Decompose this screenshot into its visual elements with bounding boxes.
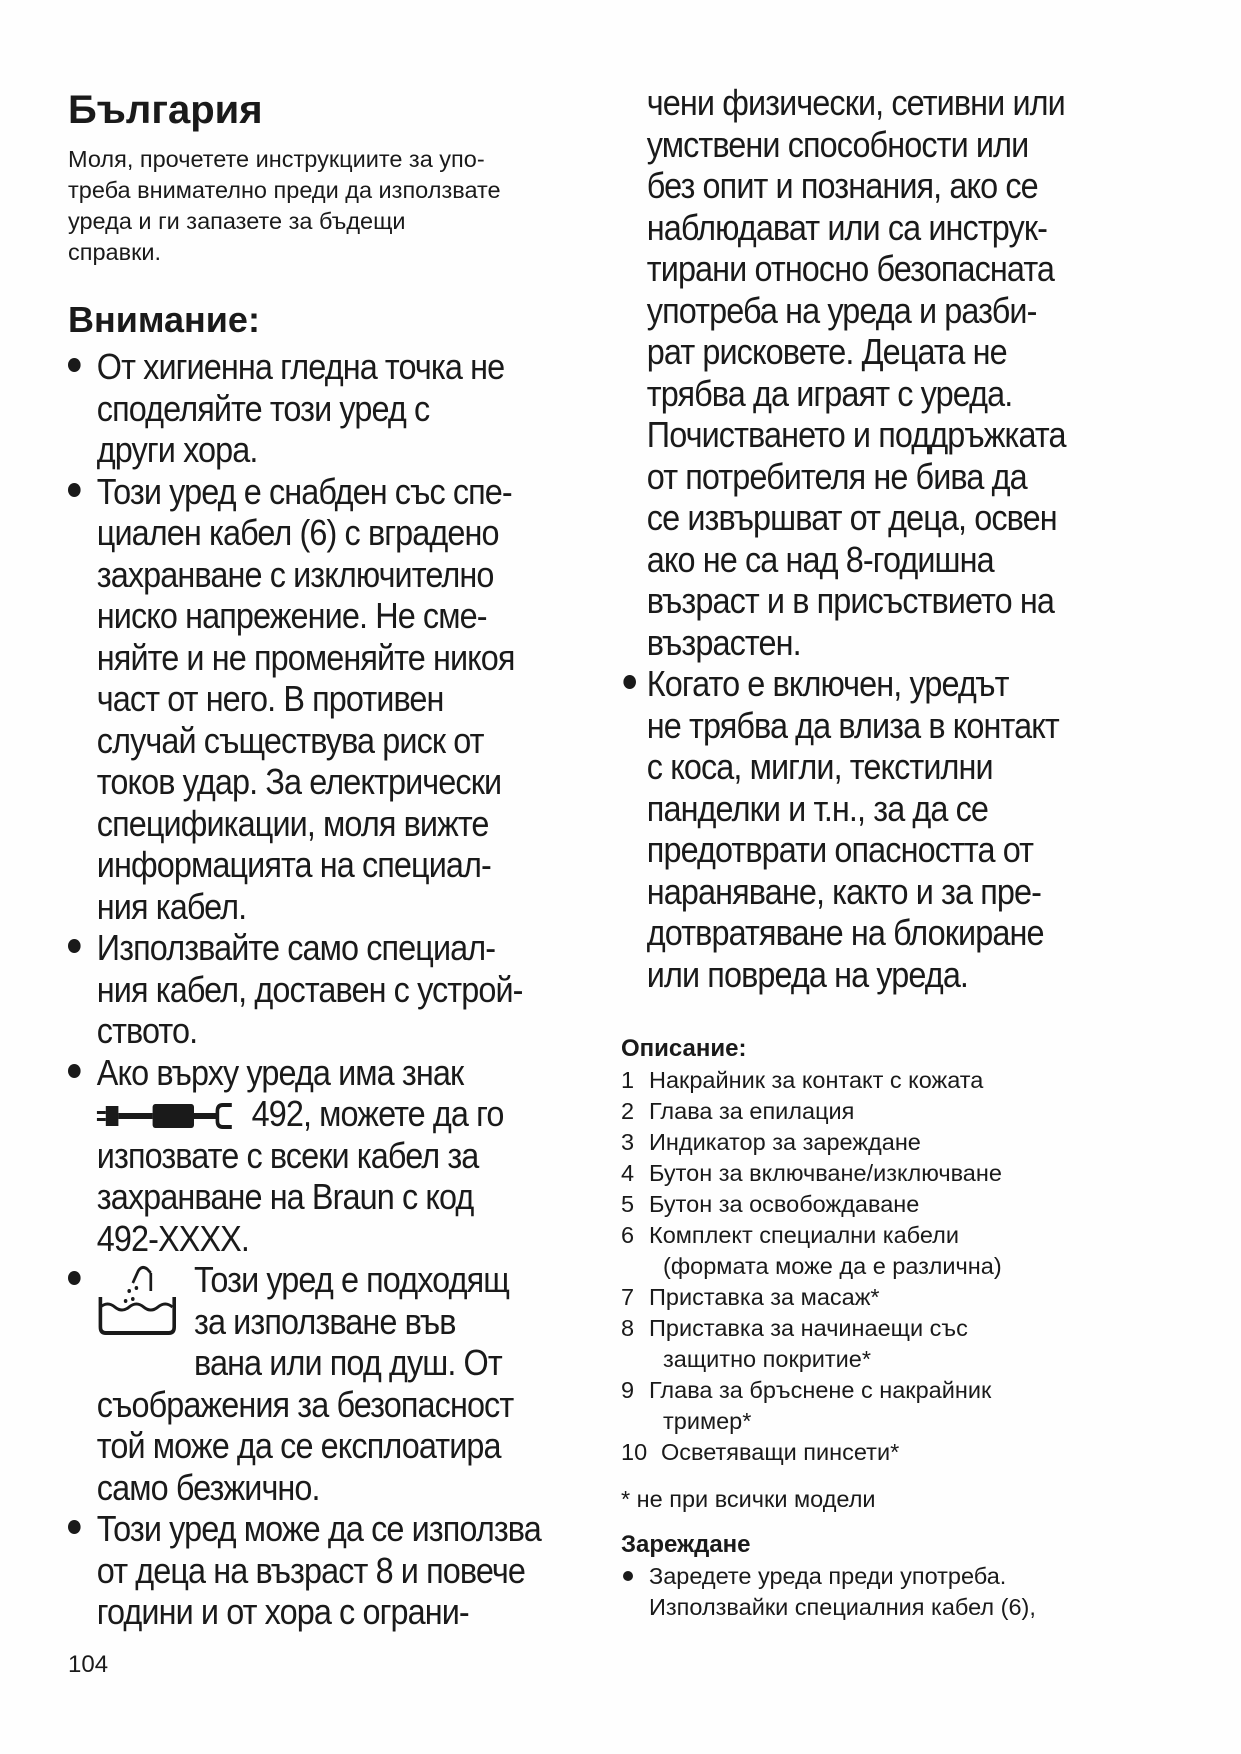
intro-line: треба внимателно преди да използвате [68, 177, 501, 203]
bullet-dot [68, 1520, 81, 1534]
warning-item-children: Този уред може да се използва от деца на възраст 8 и повече години и от хора с ограни- [68, 1508, 572, 1633]
intro-line: Моля, прочетете инструкциите за упо- [68, 146, 485, 172]
page-number: 104 [68, 1651, 109, 1678]
bullet-dot [68, 358, 81, 372]
list-item: 7 Приставка за масаж* [621, 1284, 880, 1310]
right-column [621, 82, 1205, 1623]
intro-paragraph [68, 144, 628, 268]
description-section [621, 1033, 1205, 1623]
charging-heading: Зареждане [621, 1531, 751, 1558]
models-note: * не при всички модели [621, 1486, 876, 1512]
bullet-dot [623, 1571, 633, 1581]
plug-cable-icon [97, 1099, 241, 1133]
warning-item-use-cable: Използвайте само специал- ния кабел, доставен с устрой- ството. [68, 927, 572, 1052]
list-item: 10 Осветяващи пинсети* [621, 1439, 900, 1465]
list-item: 5 Бутон за освобождаване [621, 1191, 920, 1217]
country-heading: България [68, 88, 263, 132]
bullet-dot [623, 675, 636, 689]
warning-heading: Внимание: [68, 299, 260, 340]
list-item: 4 Бутон за включване/изключване [621, 1160, 1002, 1186]
intro-line: справки. [68, 239, 162, 265]
bullet-dot [68, 483, 81, 497]
bath-shower-icon [97, 1261, 180, 1339]
list-item: 9 Глава за бръснене с накрайник тример* [621, 1377, 992, 1434]
children-continuation: чени физически, сетивни или умствени способности или без опит и познания, ако се наблюдават или са инструк- тирани относно безопасната употреба на уреда и разби- рат рисковете. Децата не трябва да играят с уреда. Почистването и поддръжката от потребителя не бива да се извършват от деца, освен ако не са над 8-годишна възраст и в присъствието на възрастен. Когато е включен, уредът не трябва да влиза в контакт с коса, мигли, текстилни панделки и т.н., за да се предотврати опасността от нараняване, както и за пре- дотвратяване на блокиране или повреда на уреда. [645, 82, 1149, 995]
description-heading: Описание: [621, 1035, 747, 1062]
list-item: 1 Накрайник за контакт с кожата [621, 1067, 984, 1093]
intro-line: уреда и ги запазете за бъдещи [68, 208, 406, 234]
charging-item: Заредете уреда преди употреба. Използвайки специалния кабел (6), [621, 1561, 1205, 1623]
bullet-dot [68, 939, 81, 953]
warning-item-braun-code: Ако върху уреда има знак 492, можете да го изпозвате с всеки кабел за захранване на Braun с код 492-XXXX. [68, 1052, 572, 1260]
warning-item-hygiene: От хигиенна гледна точка не споделяйте този уред с други хора. [68, 346, 572, 471]
bullet-dot [68, 1064, 81, 1078]
warning-item-special-cable: Този уред е снабден със спе- циален кабел (6) с вградено захранване с изключително ниско напрежение. Не сме- няйте и не променяйте никоя част от него. В противен случай съществува риск от токов удар. За електрически спецификации, моля вижте информацията на специал- ния кабел. [68, 471, 572, 928]
list-item: 8 Приставка за начинаещи със защитно покритие* [621, 1315, 968, 1372]
warning-list [68, 346, 572, 1633]
left-column [68, 82, 628, 1633]
bullet-dot [68, 1271, 81, 1285]
list-item: 3 Индикатор за зареждане [621, 1129, 921, 1155]
list-item: 6 Комплект специални кабели (формата може да е различна) [621, 1222, 1002, 1279]
warning-item-bath-shower: Този уред е подходящ за използване във вана или под душ. От съображения за безопасност той може да се експлоатира само безжично. [68, 1259, 572, 1508]
parts-list [621, 1065, 1205, 1468]
list-item: 2 Глава за епилация [621, 1098, 855, 1124]
warning-item-hair-contact: Когато е включен, уредът не трябва да влиза в контакт с коса, мигли, текстилни панделки и т.н., за да се предотврати опасността от нараняване, както и за пре- дотвратяване на блокиране или повреда на уреда. [623, 663, 1149, 995]
